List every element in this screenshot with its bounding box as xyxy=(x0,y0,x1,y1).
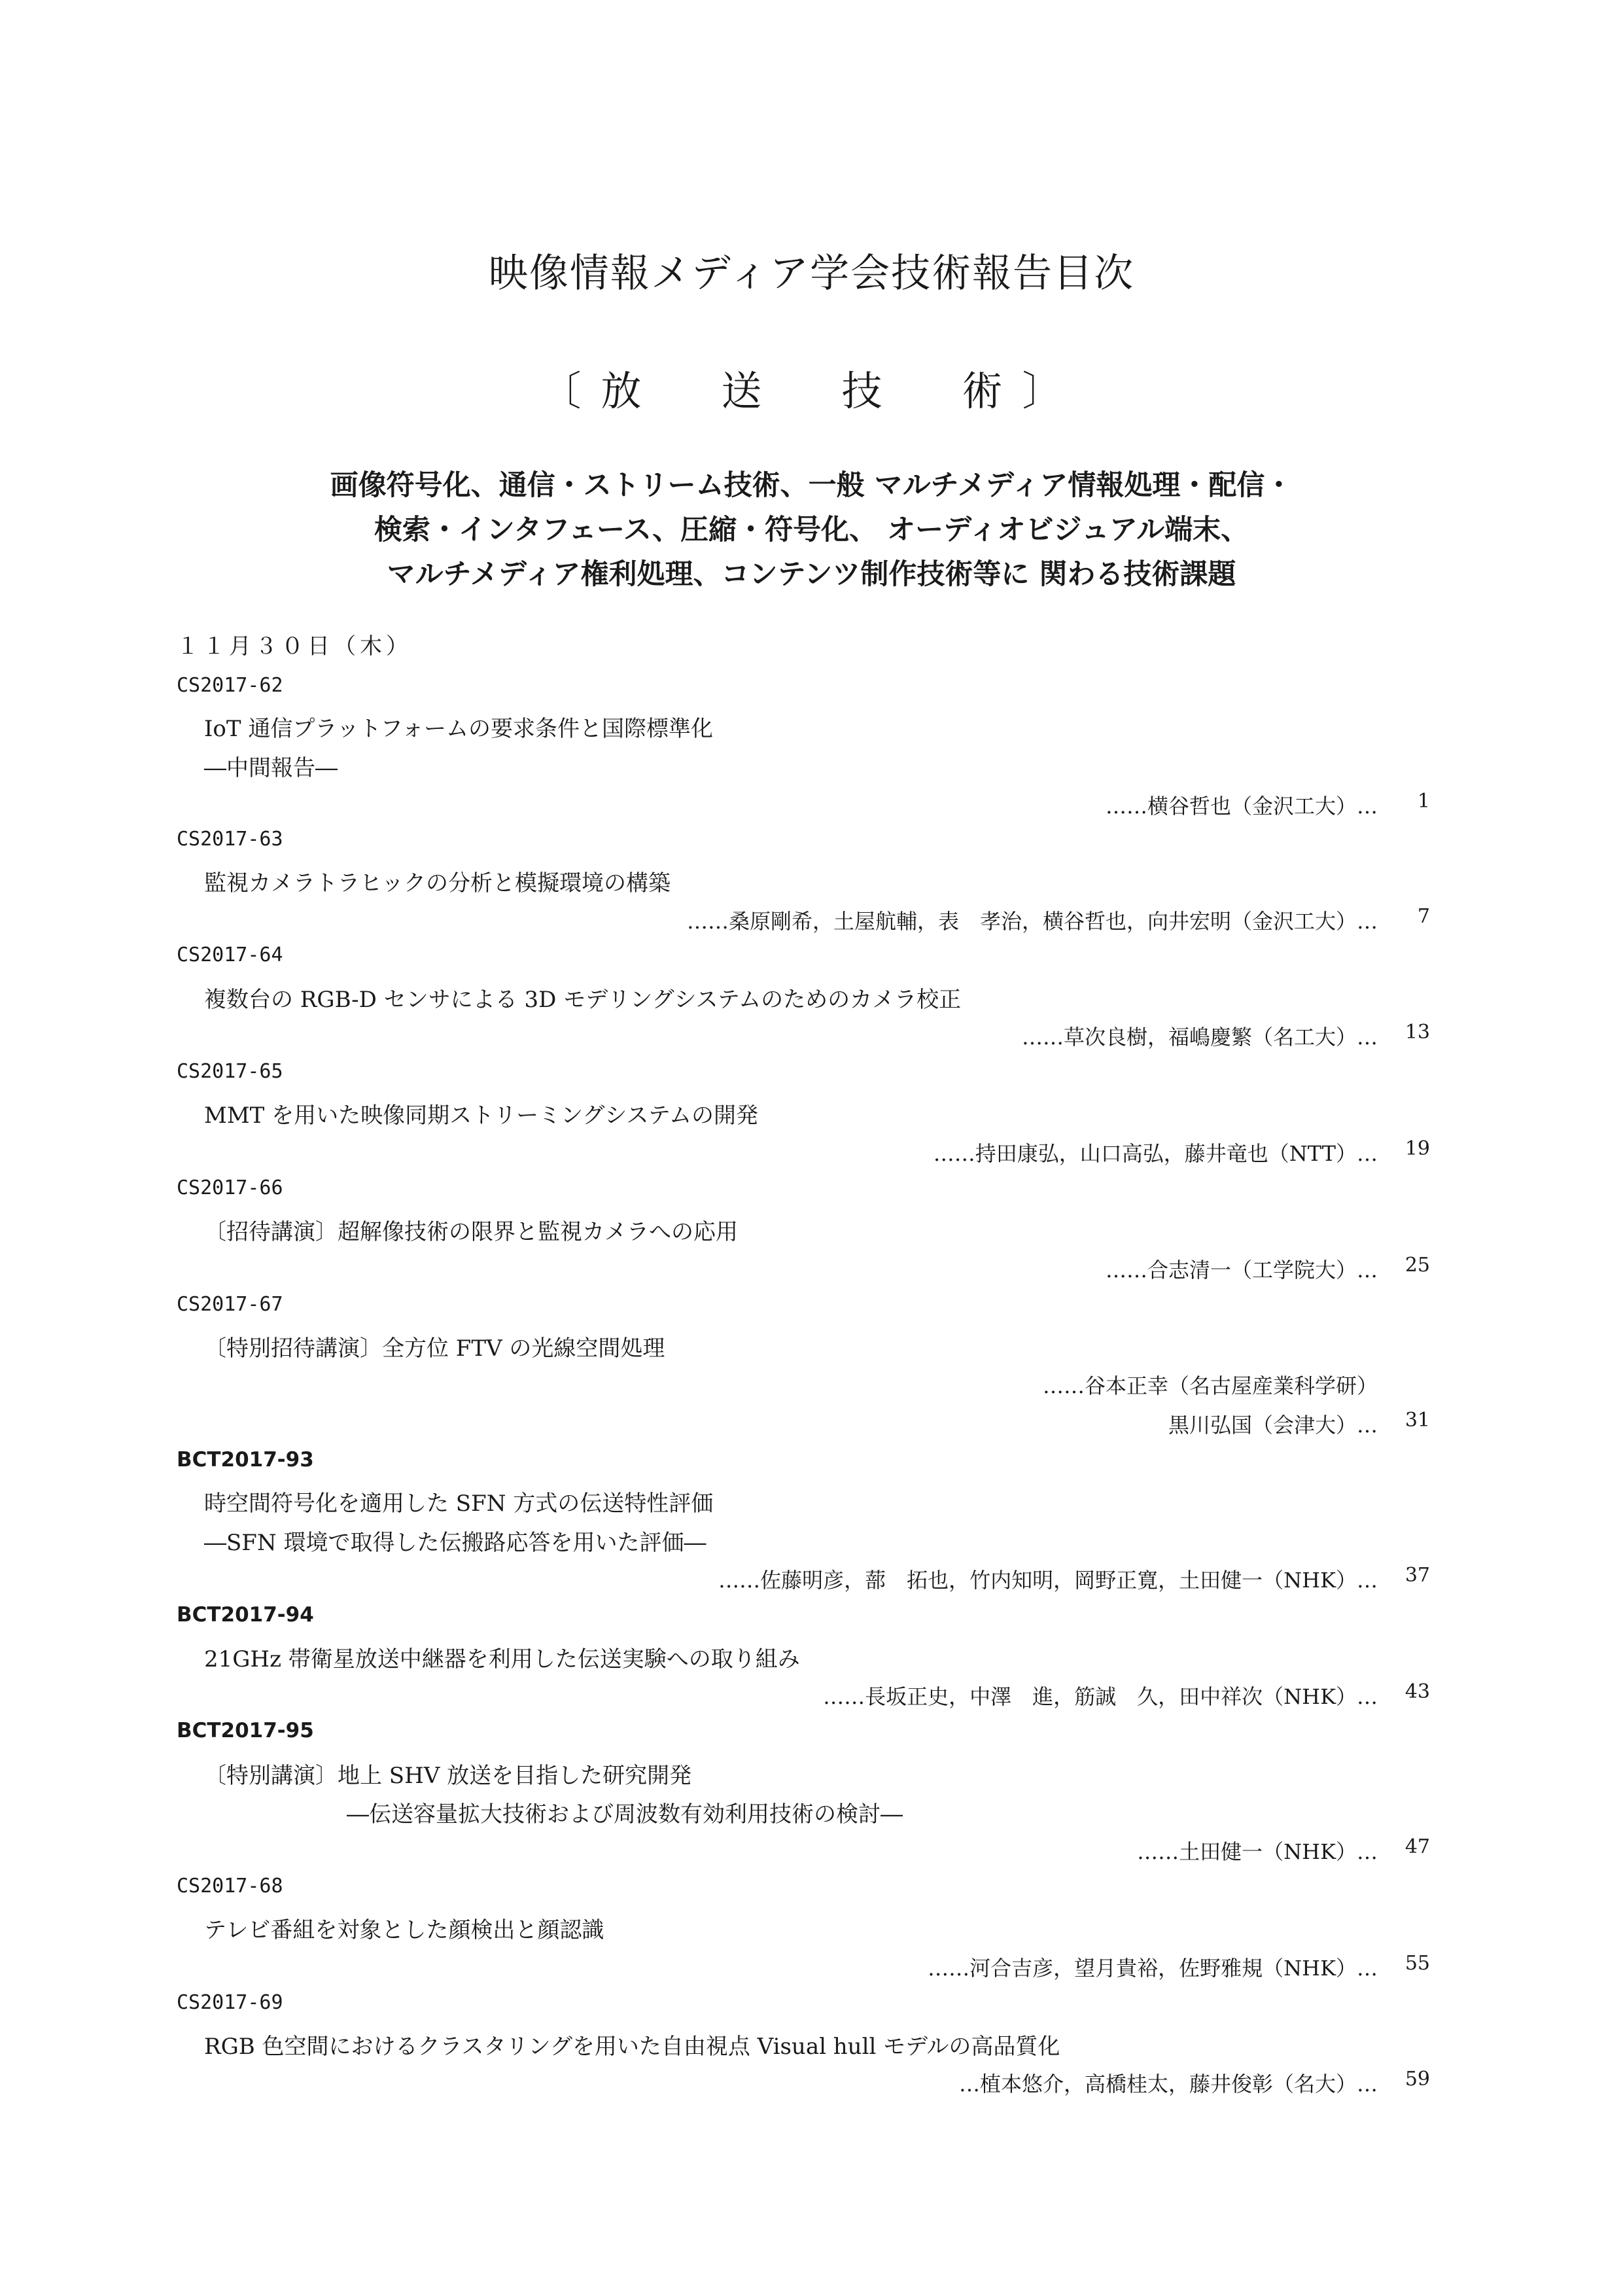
entry-authors: ……佐藤明彦，蔀 拓也，竹内知明，岡野正寛，土田健一（NHK）… xyxy=(718,1568,1378,1593)
entry-subtitle: ―SFN 環境で取得した伝搬路応答を用いた評価― xyxy=(204,1530,707,1556)
session-date: １１月３０日（木） xyxy=(177,633,412,660)
entry-authors: ……谷本正幸（名古屋産業科学研） xyxy=(1042,1373,1378,1398)
entry-code: CS2017-69 xyxy=(177,1991,283,2014)
entry-page: 1 xyxy=(1417,790,1430,813)
entry-code: CS2017-64 xyxy=(177,944,283,966)
entry-code: CS2017-67 xyxy=(177,1293,283,1316)
entry-code: CS2017-66 xyxy=(177,1176,283,1199)
category-heading: 〔放 送 技 術〕 xyxy=(540,367,1083,415)
entry-title: 複数台の RGB-D センサによる 3D モデリングシステムのためのカメラ校正 xyxy=(204,987,962,1013)
entry-page: 43 xyxy=(1405,1680,1430,1703)
entry-subtitle: ―伝送容量拡大技術および周波数有効利用技術の検討― xyxy=(347,1801,903,1828)
entry-code: BCT2017-93 xyxy=(177,1448,314,1472)
topic-line: 検索・インタフェース、圧縮・符号化、 オーディオビジュアル端末、 xyxy=(374,514,1249,546)
entry-code: CS2017-65 xyxy=(177,1060,283,1083)
entry-page: 7 xyxy=(1417,905,1430,928)
entry-code: CS2017-68 xyxy=(177,1875,283,1898)
entry-title: 21GHz 帯衛星放送中継器を利用した伝送実験への取り組み xyxy=(204,1646,800,1672)
entry-page: 59 xyxy=(1405,2068,1430,2091)
entry-authors: ……土田健一（NHK）… xyxy=(1137,1839,1378,1864)
entry-title: 時空間符号化を適用した SFN 方式の伝送特性評価 xyxy=(204,1491,714,1517)
entry-page: 13 xyxy=(1405,1021,1430,1044)
entry-subtitle: ―中間報告― xyxy=(204,755,338,781)
entry-authors: ……河合吉彦，望月貴裕，佐野雅規（NHK）… xyxy=(928,1956,1378,1981)
entry-title: RGB 色空間におけるクラスタリングを用いた自由視点 Visual hull モデルの高品質化 xyxy=(204,2034,1060,2060)
entry-title: MMT を用いた映像同期ストリーミングシステムの開発 xyxy=(204,1103,759,1129)
topic-line: 画像符号化、通信・ストリーム技術、一般 マルチメディア情報処理・配信・ xyxy=(330,469,1293,502)
entry-title: 〔特別講演〕地上 SHV 放送を目指した研究開発 xyxy=(204,1763,692,1789)
entry-code: CS2017-63 xyxy=(177,828,283,851)
entry-code: BCT2017-94 xyxy=(177,1603,314,1627)
entry-authors: ……合志清一（工学院大）… xyxy=(1105,1258,1378,1282)
entry-page: 25 xyxy=(1405,1254,1430,1277)
entry-authors: …植本悠介，高橋桂太，藤井俊彰（名大）… xyxy=(958,2072,1378,2096)
entry-page: 31 xyxy=(1405,1409,1430,1432)
entry-title: 〔特別招待講演〕全方位 FTV の光線空間処理 xyxy=(204,1335,665,1362)
topic-line: マルチメディア権利処理、コンテンツ制作技術等に 関わる技術課題 xyxy=(387,558,1236,591)
entry-authors: ……長坂正史，中澤 進，筋誠 久，田中祥次（NHK）… xyxy=(823,1684,1378,1709)
entry-page: 55 xyxy=(1405,1952,1430,1975)
entry-page: 19 xyxy=(1405,1137,1430,1160)
entry-title: IoT 通信プラットフォームの要求条件と国際標準化 xyxy=(204,716,713,742)
entry-code: CS2017-62 xyxy=(177,674,283,697)
page-title: 映像情報メディア学会技術報告目次 xyxy=(488,251,1135,296)
entry-authors: ……草次良樹，福嶋慶繁（名工大）… xyxy=(1021,1025,1378,1050)
entry-authors: ……持田康弘，山口高弘，藤井竜也（NTT）… xyxy=(933,1141,1378,1166)
entry-authors: ……横谷哲也（金沢工大）… xyxy=(1105,794,1378,819)
entry-authors: 黒川弘国（会津大）… xyxy=(1168,1413,1378,1438)
entry-title: テレビ番組を対象とした顔検出と顔認識 xyxy=(204,1917,604,1943)
entry-authors: ……桑原剛希，土屋航輔，表 孝治，横谷哲也，向井宏明（金沢工大）… xyxy=(686,909,1378,934)
entry-title: 監視カメラトラヒックの分析と模擬環境の構築 xyxy=(204,870,671,896)
entry-code: BCT2017-95 xyxy=(177,1719,314,1742)
entry-page: 37 xyxy=(1405,1564,1430,1587)
entry-page: 47 xyxy=(1405,1835,1430,1858)
entry-title: 〔招待講演〕超解像技術の限界と監視カメラへの応用 xyxy=(204,1219,738,1245)
